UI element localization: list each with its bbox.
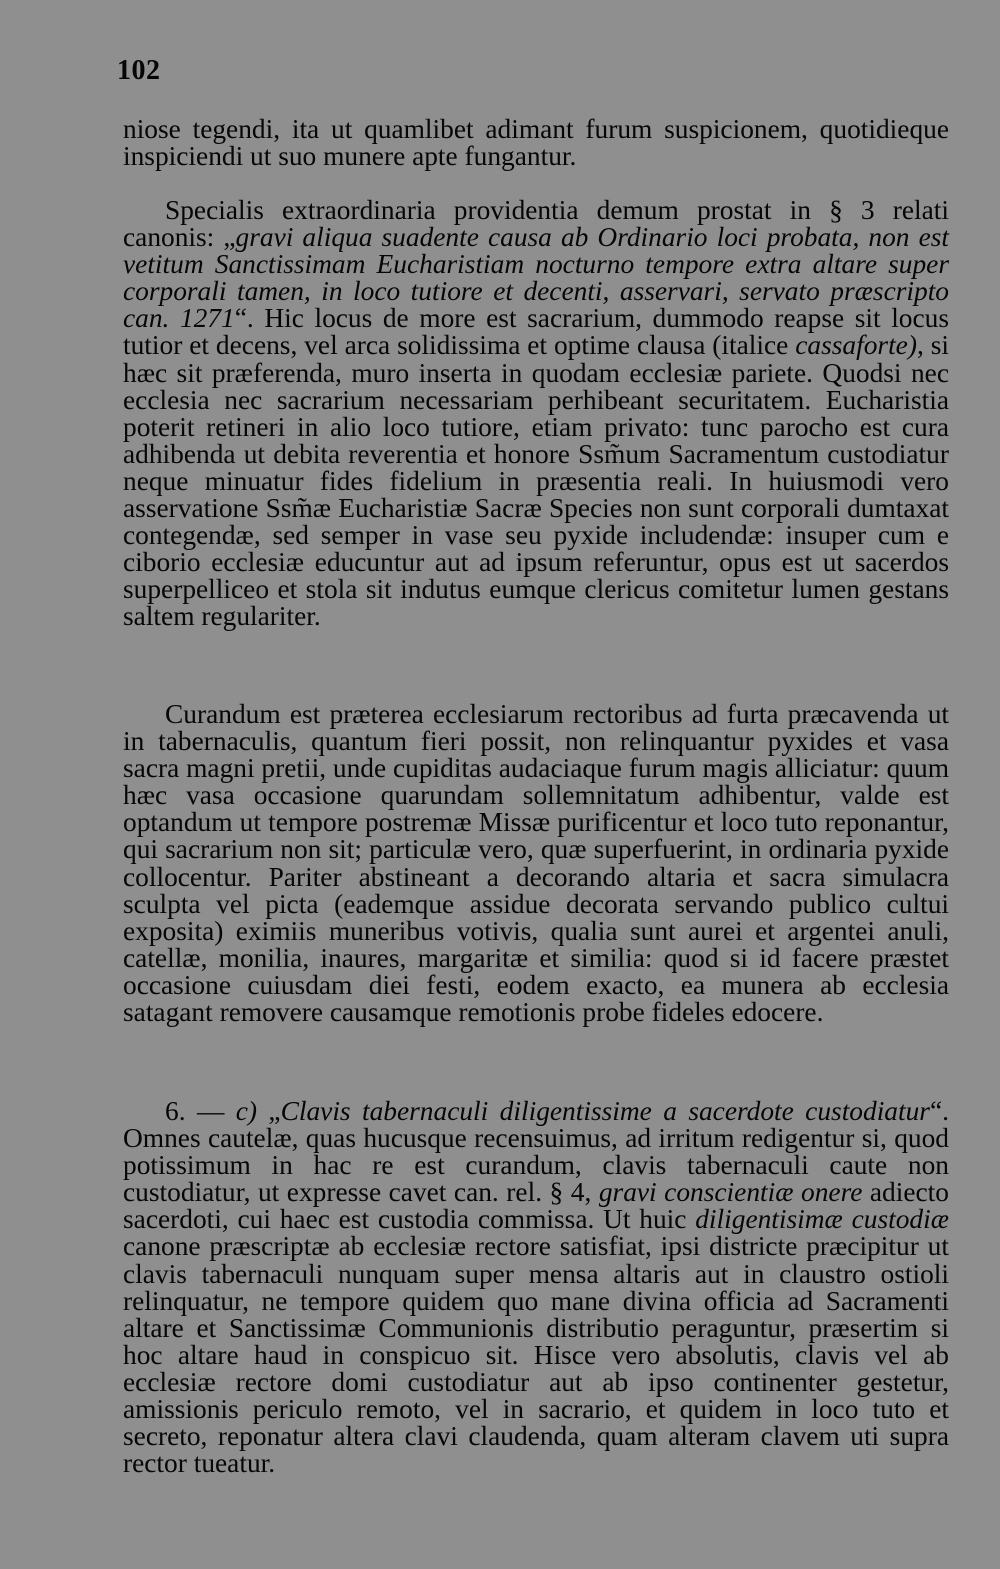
- paragraph-body: [123, 197, 949, 631]
- close-quote: “.: [929, 1096, 949, 1126]
- paragraph-text: Curandum est præterea ecclesiarum rectoribus ad furta præcavenda ut in tabernaculis, quantum fieri possit, non relinquantur pyxides et vasa sacra magni pretii, unde cupiditas audaciaque furum magis alliciatur: quum hæc vasa occasione quarundam sollemnitatum adhibentur, valde est optandum ut tempore postremæ Missæ purificentur et loco tuto reponantur, qui sacrarium non sit; particulæ vero, quæ superfuerint, in ordinaria pyxide collocentur. Pariter abstineant a decorando altaria et sacra simulacra sculpta vel picta (eademque assidue decorata servando publico cultui exposita) eximiis muneribus votivis, qualia sunt aurei et argentei anuli, catellæ, monilia, inaures, margaritæ et similia: quod si id facere præstet occasione cuiusdam diei festi, eodem exacto, ea munera ab ecclesia satagant removere causamque remotionis probe fideles edocere.: [123, 699, 950, 1028]
- paragraph-after-quote: “. Hic locus de more est sacrarium, dummodo reapse sit locus tutior et decens, vel arca solidissima et optime clausa (italice: [123, 303, 950, 361]
- section-letter: c): [235, 1096, 269, 1126]
- canon-quote: gravi aliqua suadente causa ab Ordinario loci probata, non est vetitum Sanctissimam Eucharistiam nocturno tempore extra altare super corporali tamen, in loco tutiore et decenti, asservari, servato præscripto can. 1271: [123, 222, 949, 334]
- italic-phrase-1: gravi conscientiæ onere: [598, 1177, 863, 1208]
- section-6-key-custody: [123, 1098, 949, 1477]
- section-heading: Clavis tabernaculi diligentissime a sacerdote custodiatur: [280, 1096, 930, 1126]
- open-quote: „: [268, 1096, 281, 1126]
- paragraph-text: niose tegendi, ita ut quamlibet adimant furum suspicionem, quotidieque inspiciendi ut suo munere apte fungantur.: [123, 114, 949, 172]
- italic-term: cassaforte): [795, 330, 917, 361]
- page-number: 102: [117, 55, 161, 86]
- paragraph-continuation: [123, 116, 949, 170]
- paragraph-text-2: adiecto sacerdoti, cui haec est custodia commissa. Ut huic: [123, 1177, 949, 1235]
- paragraph-theft-prevention: [123, 701, 949, 1026]
- paragraph-special-providence: [123, 197, 949, 631]
- paragraph-rest: , si hæc sit præferenda, muro inserta in quodam ecclesiæ pariete. Quodsi nec ecclesia nec sacrarium necessariam perhibeant securitatem. Eucharistia poterit retineri in alio loco tutiore, etiam privato: tunc parocho est cura adhibenda ut debita reverentia et honore Ssm̃um Sacramentum custodiatur neque minuatur fides fidelium in præsentia reali. In huiusmodi vero asservatione Ssm̃æ Eucharistiæ Sacræ Species non sunt corporali dumtaxat contegendæ, sed semper in vase seu pyxide includendæ: insuper cum e ciborio ecclesiæ educuntur aut ad ipsum referuntur, opus est ut sacerdos superpelliceo et stola sit indutus eumque clericus comitetur lumen gestans saltem regulariter.: [123, 330, 949, 632]
- section-number: 6. —: [165, 1096, 236, 1126]
- italic-phrase-2: diligentisimæ custodiæ: [695, 1204, 949, 1235]
- paragraph-lead: Specialis extraordinaria providentia demum prostat in § 3 relati canonis: „: [123, 195, 949, 253]
- paragraph-text-1: Omnes cautelæ, quas hucusque recensuimus, ad irritum redigentur si, quod potissimum in hac re est curandum, clavis tabernaculi caute non custodiatur, ut expresse cavet can. rel. § 4,: [123, 1123, 949, 1208]
- paragraph-text-3: canone præscriptæ ab ecclesiæ rectore satisfiat, ipsi districte præcipitur ut clavis tabernaculi nunquam super mensa altaris aut in claustro ostioli relinquatur, ne tempore quidem quo mane divina officia ad Sacramenti altare et Sanctissimæ Communionis distributio peraguntur, præsertim si hoc altare haud in conspicuo sit. Hisce vero absolutis, clavis vel ab ecclesiæ rectore domi custodiatur aut ab ipso continenter gestetur, amissionis periculo remoto, vel in sacrario, et quidem in loco tuto et secreto, reponatur altera clavi claudenda, quam alteram clavem uti supra rector tueatur.: [123, 1231, 949, 1479]
- paragraph-body: [123, 1098, 949, 1477]
